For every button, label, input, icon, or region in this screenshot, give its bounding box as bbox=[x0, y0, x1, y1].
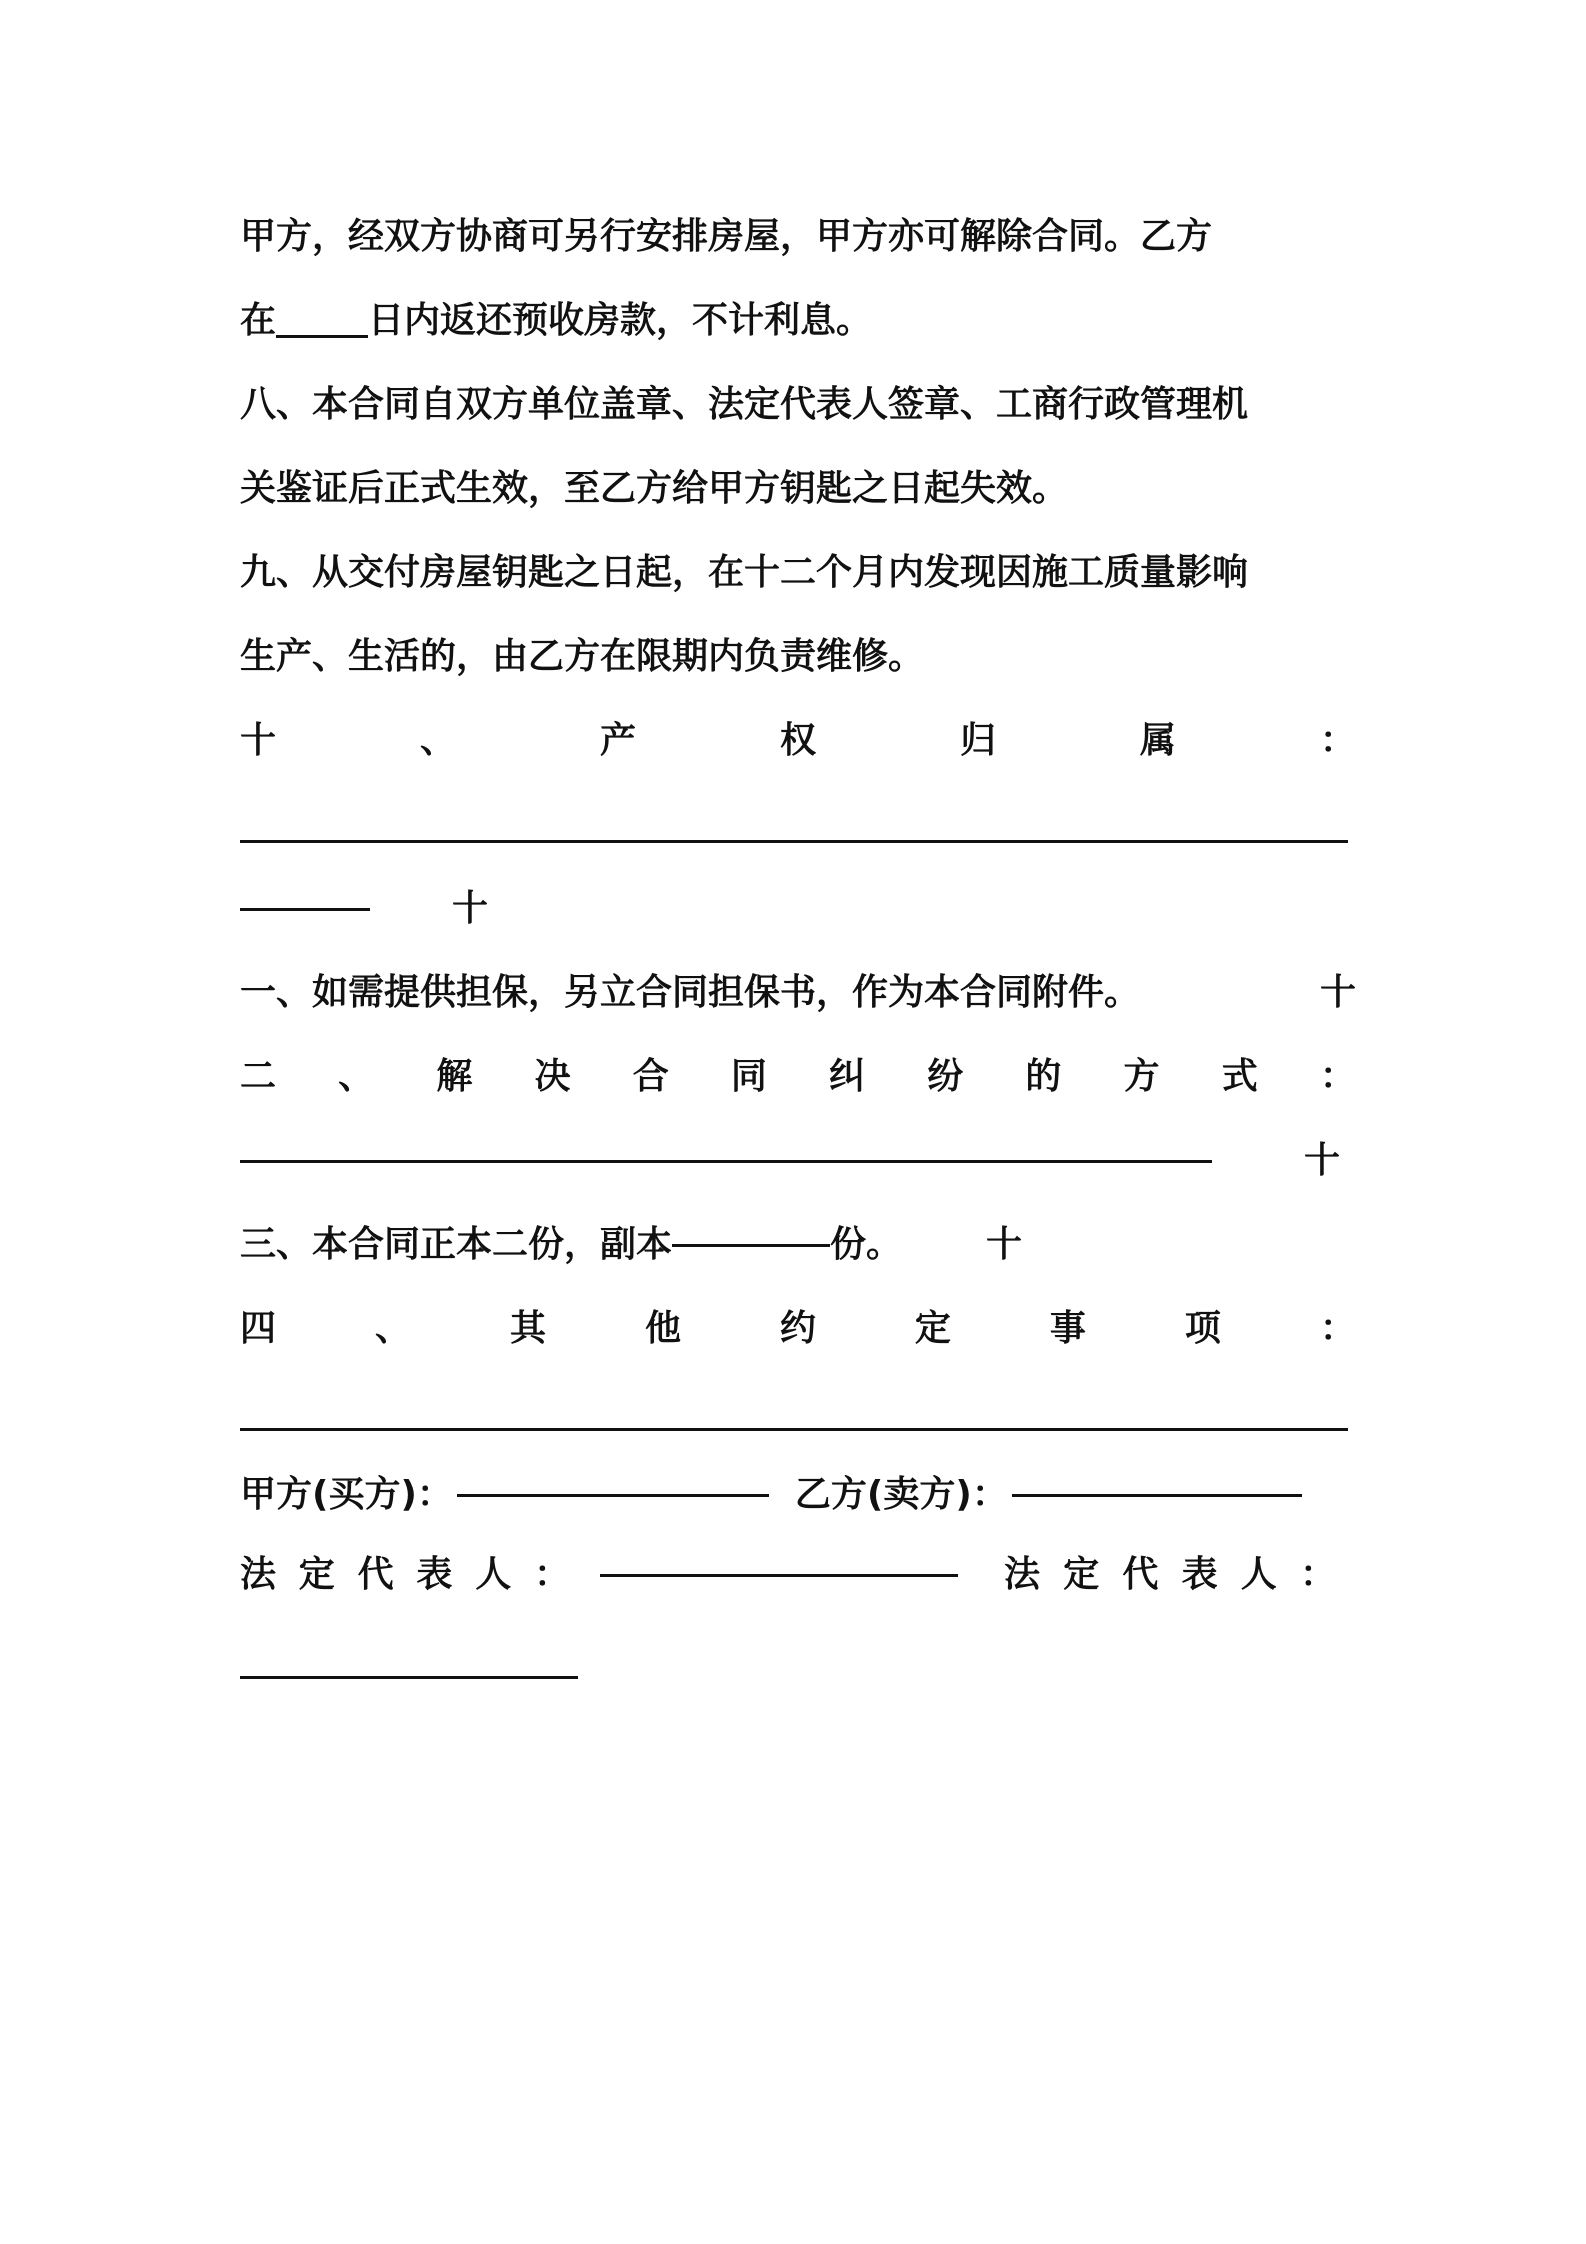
rep-label-char: 定 bbox=[1063, 1554, 1100, 1595]
other-terms-blank-line bbox=[240, 1371, 1356, 1455]
clause-9-line-2: 生产、生活的，由乙方在限期内负责维修。 bbox=[240, 636, 925, 677]
clause-12-char: 纠 bbox=[829, 1056, 866, 1097]
clause-10-char: 属 bbox=[1139, 720, 1176, 761]
party-b-representative-blank-line bbox=[240, 1615, 1356, 1699]
clause-14-char: 项 bbox=[1184, 1308, 1221, 1349]
clause-8-line-2: 关鉴证后正式生效，至乙方给甲方钥匙之日起失效。 bbox=[240, 468, 1069, 509]
clause-12-char: 合 bbox=[632, 1056, 669, 1097]
document-page bbox=[240, 195, 1356, 1699]
party-b-label: 乙方(卖方)： bbox=[794, 1474, 1008, 1515]
rep-label-char: 人 bbox=[475, 1554, 512, 1595]
clause-7-line-1: 甲方，经双方协商可另行安排房屋，甲方亦可解除合同。乙方 bbox=[240, 216, 1213, 257]
rep-label-char: ： bbox=[533, 1554, 570, 1595]
clause-12-char: 二 bbox=[240, 1056, 277, 1097]
clause-13-suffix: 份。 bbox=[830, 1224, 903, 1265]
clause-10-heading bbox=[240, 699, 1356, 783]
rep-label-char: 代 bbox=[357, 1554, 394, 1595]
representative-row bbox=[240, 1535, 1356, 1615]
party-b-representative-label bbox=[1004, 1533, 1336, 1617]
clause-14-char: 其 bbox=[509, 1308, 546, 1349]
clause-12-char: 、 bbox=[338, 1056, 375, 1097]
clause-10-char: 权 bbox=[779, 720, 816, 761]
clause-10-char: 、 bbox=[419, 720, 456, 761]
party-a-label: 甲方(买方)： bbox=[240, 1474, 453, 1515]
clause-12-number-mark: 十 bbox=[1319, 972, 1356, 1013]
rep-label-char: 法 bbox=[1004, 1554, 1041, 1595]
party-a-signature-blank bbox=[457, 1494, 769, 1497]
clause-14-char: 四 bbox=[240, 1308, 277, 1349]
clause-14-char: 事 bbox=[1049, 1308, 1086, 1349]
clause-13-number-mark: 十 bbox=[1303, 1140, 1340, 1181]
clause-12-char: 的 bbox=[1025, 1056, 1062, 1097]
clause-7-suffix: 日内返还预收房款，不计利息。 bbox=[368, 300, 873, 341]
clause-14-number-mark: 十 bbox=[986, 1224, 1023, 1265]
clause-10-char: ： bbox=[1319, 720, 1356, 761]
underline bbox=[240, 1428, 1348, 1431]
days-blank bbox=[276, 335, 368, 338]
clause-9-line-1: 九、从交付房屋钥匙之日起，在十二个月内发现因施工质量影响 bbox=[240, 552, 1249, 593]
party-b-representative-blank bbox=[240, 1676, 578, 1679]
party-b-signature-blank bbox=[1012, 1494, 1302, 1497]
clause-14-char: ： bbox=[1319, 1308, 1356, 1349]
clause-12-heading bbox=[240, 1035, 1356, 1119]
party-a-representative-label bbox=[240, 1533, 570, 1617]
party-signature-row bbox=[240, 1455, 1356, 1535]
dispute-resolution-blank-line bbox=[240, 1119, 1356, 1203]
clause-11-text: 一、如需提供担保，另立合同担保书，作为本合同附件。 bbox=[240, 972, 1141, 1013]
party-a-representative-blank bbox=[600, 1574, 958, 1577]
property-rights-blank-tail bbox=[240, 867, 1356, 951]
clause-12-char: ： bbox=[1319, 1056, 1356, 1097]
clause-12-char: 同 bbox=[730, 1056, 767, 1097]
rep-label-char: 表 bbox=[416, 1554, 453, 1595]
clause-12-char: 方 bbox=[1123, 1056, 1160, 1097]
rep-label-char: 代 bbox=[1122, 1554, 1159, 1595]
clause-12-char: 解 bbox=[436, 1056, 473, 1097]
clause-14-heading bbox=[240, 1287, 1356, 1371]
clause-12-char: 纷 bbox=[927, 1056, 964, 1097]
rep-label-char: 定 bbox=[298, 1554, 335, 1595]
property-rights-blank-line bbox=[240, 783, 1356, 867]
underline bbox=[240, 1160, 1212, 1163]
clause-13-prefix: 三、本合同正本二份，副本 bbox=[240, 1224, 673, 1265]
clause-11-number-mark: 十 bbox=[452, 888, 489, 929]
clause-14-char: 、 bbox=[374, 1308, 411, 1349]
copies-blank bbox=[672, 1244, 830, 1247]
rep-label-char: 法 bbox=[240, 1554, 277, 1595]
clause-7-prefix: 在 bbox=[240, 300, 277, 341]
clause-10-char: 归 bbox=[959, 720, 996, 761]
underline bbox=[240, 840, 1348, 843]
clause-14-char: 定 bbox=[914, 1308, 951, 1349]
rep-label-char: 表 bbox=[1181, 1554, 1218, 1595]
clause-7-line-2 bbox=[240, 279, 1356, 363]
clause-8-line-1: 八、本合同自双方单位盖章、法定代表人签章、工商行政管理机 bbox=[240, 384, 1249, 425]
clause-14-char: 约 bbox=[779, 1308, 816, 1349]
clause-10-char: 十 bbox=[240, 720, 277, 761]
clause-12-char: 决 bbox=[534, 1056, 571, 1097]
clause-12-char: 式 bbox=[1221, 1056, 1258, 1097]
clause-10-char: 产 bbox=[599, 720, 636, 761]
clause-14-char: 他 bbox=[644, 1308, 681, 1349]
rep-label-char: 人 bbox=[1240, 1554, 1277, 1595]
rep-label-char: ： bbox=[1299, 1554, 1336, 1595]
underline bbox=[240, 908, 370, 911]
clause-11-line bbox=[240, 951, 1356, 1035]
clause-13-line bbox=[240, 1203, 1356, 1287]
